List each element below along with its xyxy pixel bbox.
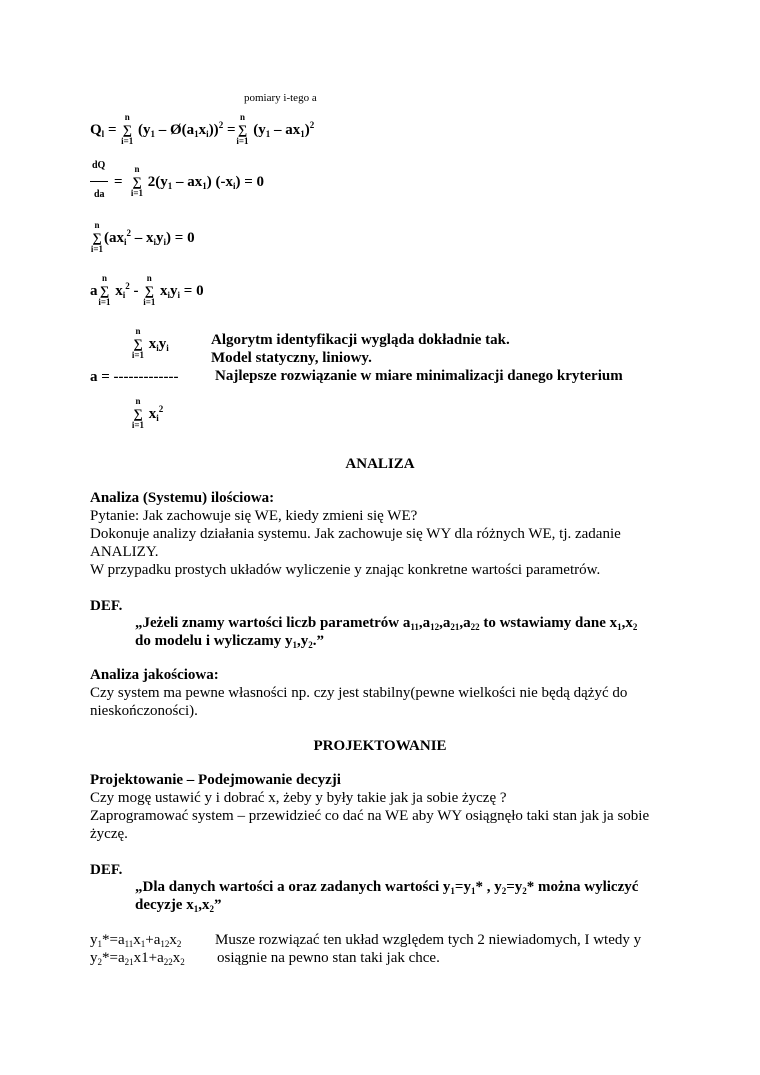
definition2-line-1: „Dla danych wartości a oraz zadanych wartości $y_1=y_1*$ , $y_2=y_2*$ można wyliczyć — [135, 879, 639, 896]
equation-q: $Q_l$ = ∑ n i=1 ($y_1$ – $Ø(a_1x_i))^2$ = ∑ n i=1 $(y_1 - ax_1)^2$ — [90, 112, 315, 146]
paragraph-design-b: życzę. — [90, 826, 128, 842]
definition2-line-2: decyzje $x_1,x_2$” — [135, 897, 222, 914]
note-line-1: Algorytm identyfikacji wygląda dokładnie tak. — [211, 332, 510, 348]
definition-line-1: „Jeżeli znamy wartości liczb parametrów $a_{11},a_{12},a_{21},a_{22}$ to wstawiamy dane $x_1,x_2$ — [135, 615, 638, 632]
section-heading-analiza: ANALIZA — [345, 456, 415, 472]
definition-line-2: do modelu i wyliczamy $y_1,y_2$.” — [135, 633, 324, 650]
paragraph-analysis-b: ANALIZY. — [90, 544, 159, 560]
subheading-quantitative: Analiza (Systemu) ilościowa: — [90, 490, 275, 506]
system-equation-1: $y_1*=a_{11}x_1+a_{12}x_2$ — [90, 932, 182, 949]
sum-symbol: ∑ n i=1 — [131, 396, 145, 430]
equation-a-sum: a ∑ n i=1 $x_i^2$ - ∑ n i=1 $x_iy_i = 0$ — [90, 273, 204, 307]
sum-symbol: ∑ n i=1 — [236, 112, 249, 146]
paragraph-simple-systems: W przypadku prostych układów wyliczenie y znając konkretne wartości parametrów. — [90, 562, 601, 578]
note-line-3: Najlepsze rozwiązanie w miare minimalizacji danego kryterium — [215, 368, 623, 384]
system-note-line-1: Musze rozwiązać ten układ względem tych 2 niewiadomych, I wtedy y — [215, 932, 642, 948]
sum-symbol: ∑ n i=1 — [143, 273, 156, 307]
subheading-design: Projektowanie – Podejmowanie decyzji — [90, 772, 341, 788]
subheading-qualitative: Analiza jakościowa: — [90, 667, 219, 683]
sum-symbol: ∑ n i=1 — [121, 112, 134, 146]
def-label: DEF. — [90, 598, 123, 614]
paragraph-question: Pytanie: Jak zachowuje się WE, kiedy zmieni się WE? — [90, 508, 418, 524]
note-line-2: Model statyczny, liniowy. — [211, 350, 372, 366]
paragraph-design-a: Zaprogramować system – przewidzieć co dać na WE aby WY osiągnęło taki stan jak ja sobie — [90, 808, 650, 824]
equation-a-lhs: a = ------------- — [90, 369, 179, 385]
paragraph-design-question: Czy mogę ustawić y i dobrać x, żeby y były takie jak ja sobie życzę ? — [90, 790, 507, 806]
paragraph-analysis-a: Dokonuje analizy działania systemu. Jak zachowuje się WY dla różnych WE, tj. zadanie — [90, 526, 621, 542]
equation-a-denominator: ∑ n i=1 $x_i^2$ — [131, 396, 164, 430]
paragraph-stability-b: nieskończoności). — [90, 703, 198, 719]
section-heading-projektowanie: PROJEKTOWANIE — [313, 738, 447, 754]
sum-symbol: ∑ n i=1 — [98, 273, 111, 307]
sum-symbol: ∑ n i=1 — [90, 220, 104, 254]
sum-symbol: ∑ n i=1 — [130, 164, 144, 198]
system-note-line-2: osiągnie na pewno stan taki jak chce. — [217, 950, 440, 966]
caption: pomiary i-tego a — [244, 92, 317, 104]
system-equation-2: $y_2*=a_{21}x1+a_{22}x_2$ — [90, 950, 185, 967]
def-label-2: DEF. — [90, 862, 123, 878]
equation-a-numerator: ∑ n i=1 $x_iy_i$ — [131, 326, 169, 360]
paragraph-stability-a: Czy system ma pewne własności np. czy jest stabilny(pewne wielkości nie będą dążyć do — [90, 685, 628, 701]
sum-symbol: ∑ n i=1 — [131, 326, 145, 360]
equation-sum-zero: ∑ n i=1 $(ax_i^2 - x_iy_i) = 0$ — [90, 220, 195, 254]
